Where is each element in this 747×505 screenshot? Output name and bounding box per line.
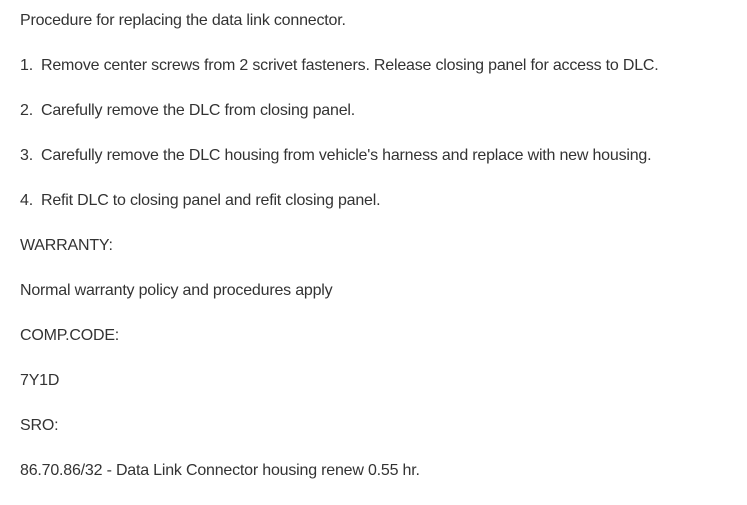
step-text: Carefully remove the DLC from closing panel.: [41, 102, 356, 119]
warranty-label: WARRANTY:: [20, 237, 113, 254]
comp-code-label: COMP.CODE:: [20, 327, 120, 344]
comp-code-value: 7Y1D: [20, 372, 60, 389]
procedure-step-3: [20, 145, 740, 190]
step-number: 1.: [20, 57, 33, 74]
warranty-text: Normal warranty policy and procedures apply: [20, 282, 333, 299]
procedure-step-4: [20, 190, 740, 235]
step-text: Remove center screws from 2 scrivet fasteners. Release closing panel for access to DLC.: [41, 57, 659, 74]
step-number: 2.: [20, 102, 33, 119]
procedure-step-2: [20, 100, 740, 145]
sro-label: SRO:: [20, 417, 59, 434]
procedure-intro: Procedure for replacing the data link connector.: [20, 12, 346, 29]
step-number: 4.: [20, 192, 33, 209]
procedure-step-1: [20, 55, 740, 100]
sro-value: 86.70.86/32 - Data Link Connector housing renew 0.55 hr.: [20, 462, 420, 479]
document-body: [20, 10, 740, 505]
step-number: 3.: [20, 147, 33, 164]
step-text: Carefully remove the DLC housing from vehicle's harness and replace with new housing.: [41, 147, 652, 164]
step-text: Refit DLC to closing panel and refit closing panel.: [41, 192, 381, 209]
